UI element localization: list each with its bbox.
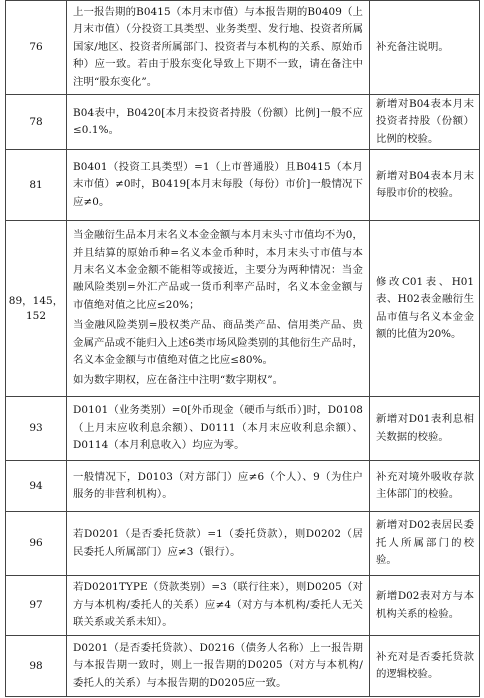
- change-note: 新增D02表对方与本机构关系的检验。: [376, 590, 474, 620]
- change-note: 新增对B04表本月末每股市价的校验。: [376, 169, 474, 199]
- rule-text: 若D0201TYPE（贷款类别）=3（联行往来），则D0205（对方与本机构/委托人的关系）应≠4（对方与本机构/委托人无关联关系或关系未知）。: [73, 581, 363, 629]
- change-note: 新增对B04表本月末投资者持股（份额）比例的校验。: [376, 97, 474, 145]
- table-row: [6, 150, 480, 221]
- rule-text: B0401（投资工具类型）=1（上市普通股）且B0415（本月末市值）≠0时，B0419[本月末每股（每份）市价]一般情况下应≠0。: [73, 160, 363, 208]
- change-note-cell: [370, 221, 480, 397]
- rule-text-cell: [67, 95, 370, 150]
- change-note-cell: [370, 576, 480, 636]
- change-note: 新增对D02表居民委托人所属部门的校验。: [376, 519, 474, 567]
- change-note: 修改C01表、H01表、H02表金融衍生品市值与名义本金金额的比值为20%。: [376, 275, 474, 340]
- rule-text-cell: [67, 397, 370, 461]
- rule-number: 89，145，152: [6, 221, 67, 397]
- rule-text: D0101（业务类别）=0[外币现金（硬币与纸币）]时，D0108（上月末应收利息余额）、D0111（本月末应收利息余额）、D0114（本月利息收入）均应为零。: [73, 404, 363, 452]
- change-note: 新增对D01表利息相关数据的校验。: [376, 413, 474, 443]
- table-row: [6, 397, 480, 461]
- change-note-cell: [370, 636, 480, 697]
- change-note: 补充对是否委托贷款的逻辑校验。: [376, 650, 474, 680]
- rule-number: 97: [6, 576, 67, 636]
- rule-number: 96: [6, 512, 67, 576]
- change-note-cell: [370, 512, 480, 576]
- change-note-cell: [370, 150, 480, 221]
- validation-rules-table: [5, 0, 480, 697]
- change-note: 补充备注说明。: [376, 40, 449, 53]
- rule-number: 78: [6, 95, 67, 150]
- rule-text: 一般情况下，D0103（对方部门）应≠6（个人）、9（为住户服务的非营利机构）。: [73, 470, 363, 500]
- rule-number: 76: [6, 1, 67, 95]
- table-row: [6, 1, 480, 95]
- table-row: [6, 512, 480, 576]
- table-row: [6, 576, 480, 636]
- rule-text: 当金融衍生品本月末名义本金金额与本月末头寸市值均不为0，并且结算的原始币种=名义本金币种时，本月末头寸市值与本月末名义本金金额不能相等或接近，主要分为两种情况：当金融风险类别=外汇产品或一货币利率产品时，名义本金金额与市值绝对值之比应≤20%；: [73, 229, 363, 311]
- rule-text: 如为数字期权，应在备注中注明“数字期权”。: [73, 374, 284, 387]
- change-note-cell: [370, 1, 480, 95]
- change-note-cell: [370, 95, 480, 150]
- rule-number: 94: [6, 461, 67, 512]
- rule-number: 98: [6, 636, 67, 697]
- rule-number: 93: [6, 397, 67, 461]
- rule-text-cell: [67, 576, 370, 636]
- rule-text: D0201（是否委托贷款）、D0216（债务人名称）上一报告期与本报告期一致时，则上一报告期的D0205（对方与本机构/委托人的关系）与本报告期的D0205应一致。: [73, 641, 363, 689]
- change-note-cell: [370, 397, 480, 461]
- rule-text: B04表中，B0420[本月末投资者持股（份额）比例]一般不应≤0.1%。: [73, 106, 363, 136]
- rule-number: 81: [6, 150, 67, 221]
- rule-text: 若D0201（是否委托贷款）=1（委托贷款），则D0202（居民委托人所属部门）应≠3（银行）。: [73, 528, 363, 558]
- rule-text-cell: [67, 221, 370, 397]
- change-note: 补充对境外吸收存款主体部门的校验。: [376, 470, 474, 500]
- rule-text: 当金融风险类别=股权类产品、商品类产品、信用类产品、贵金属产品或不能归入上述6类市场风险类别的其他衍生产品时，名义本金金额与市值绝对值之比应≤80%。: [73, 319, 363, 367]
- rule-text: 上一报告期的B0415（本月末市值）与本报告期的B0409（上月末市值）（分投资工具类型、业务类型、发行地、投资者所属国家/地区、投资者所属部门、投资者与本机构的关系、原始币种）应一致。若由于股东变化导致上下期不一致，请在备注中注明“股东变化”。: [73, 5, 363, 88]
- change-note-cell: [370, 461, 480, 512]
- table-row: [6, 461, 480, 512]
- table-row: [6, 221, 480, 397]
- rule-text-cell: [67, 636, 370, 697]
- table-row: [6, 95, 480, 150]
- table-row: [6, 636, 480, 697]
- rule-text-cell: [67, 512, 370, 576]
- rule-text-cell: [67, 461, 370, 512]
- rule-text-cell: [67, 1, 370, 95]
- rule-text-cell: [67, 150, 370, 221]
